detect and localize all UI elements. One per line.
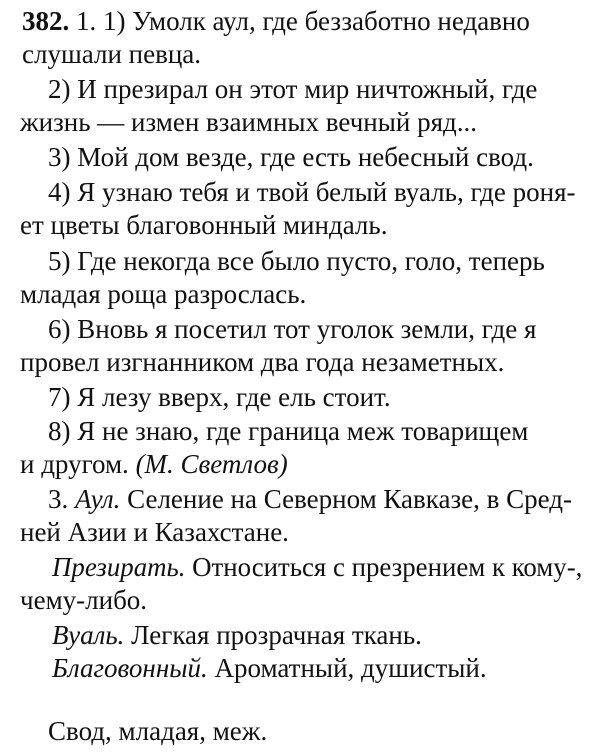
part-3-term: Аул. (75, 484, 121, 514)
item-5-line-1: 5) Где некогда все было пусто, голо, теперь (48, 246, 545, 276)
item-1-text: 1) Умолк аул, где беззаботно недавно (103, 6, 530, 36)
part-1-label: 1. (76, 6, 97, 36)
item-6-line-2: провел изгнанником два года незаметных. (20, 347, 505, 377)
footer-words: Свод, младая, меж. (48, 716, 268, 746)
item-2-line-1: 2) И презирал он этот мир ничтожный, где (48, 74, 538, 104)
item-8-text: и другом. (20, 449, 129, 479)
definition-1-text: Относиться с презрением к кому-, (192, 552, 583, 582)
item-4-line-2: ет цветы благовонный миндаль. (20, 210, 388, 240)
item-8-line-2 (20, 447, 288, 481)
definition-1-term: Презирать. (52, 552, 186, 582)
part-3-line-2: ней Азии и Казахстане. (20, 517, 289, 547)
definition-2-line-1 (52, 618, 422, 652)
part-3-label: 3. (48, 484, 69, 514)
definition-3-text: Ароматный, душистый. (214, 653, 487, 683)
part-3-definition: Селение на Северном Кавказе, в Сред- (127, 484, 572, 514)
definition-1-line-1 (52, 550, 582, 584)
definition-1-line-2: чему-либо. (20, 585, 148, 615)
item-4-line-1: 4) Я узнаю тебя и твой белый вуаль, где роня- (48, 177, 576, 207)
part-3-line-1 (48, 482, 572, 516)
item-6-line-1: 6) Вновь я посетил тот уголок земли, где я (48, 314, 537, 344)
definition-3-line-1 (52, 651, 487, 685)
exercise-number: 382. (22, 6, 70, 36)
item-1-line-1 (22, 4, 530, 38)
definition-3-term: Благовонный. (52, 653, 208, 683)
item-8-author: (М. Светлов) (135, 449, 288, 479)
item-1-line-2: слушали певца. (22, 39, 202, 69)
definition-2-term: Вуаль. (52, 620, 125, 650)
item-7-line-1: 7) Я лезу вверх, где ель стоит. (48, 382, 391, 412)
item-8-line-1: 8) Я не знаю, где граница меж товарищем (48, 416, 529, 446)
definition-2-text: Легкая прозрачная ткань. (131, 620, 422, 650)
item-5-line-2: младая роща разрослась. (20, 279, 307, 309)
item-2-line-2: жизнь — измен взаимных вечный ряд... (20, 107, 477, 137)
item-3-line-1: 3) Мой дом везде, где есть небесный свод. (48, 142, 534, 172)
